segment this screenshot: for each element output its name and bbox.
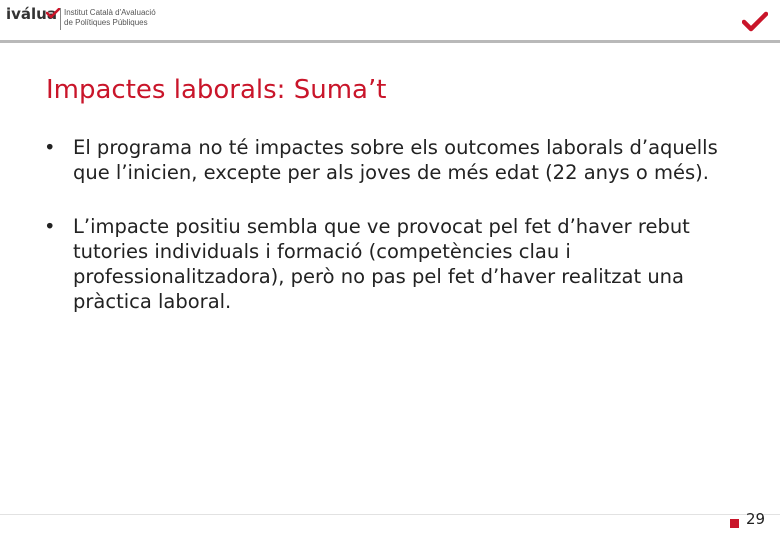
ivalua-logo-text: iválua <box>6 5 57 23</box>
institute-name-line1: Institut Català d'Avaluació <box>64 8 156 17</box>
bullet-text: El programa no té impactes sobre els outcomes laborals d’aquells que l’inicien, excepte per als joves de més edat (22 anys o més). <box>73 136 718 184</box>
bullet-list <box>44 135 744 314</box>
header-divider <box>0 40 780 43</box>
footer-accent-square <box>730 519 739 528</box>
logo-divider <box>60 8 61 30</box>
footer-divider <box>0 514 780 515</box>
page-number: 29 <box>746 510 766 528</box>
bullet-item <box>44 135 744 185</box>
bullet-text: L’impacte positiu sembla que ve provocat pel fet d’haver rebut tutories individuals i formació (competències clau i professionalitzadora), però no pas pel fet d’haver realitzat una pràctica laboral. <box>73 215 690 313</box>
bullet-dot: • <box>44 215 56 238</box>
institute-name <box>64 8 194 28</box>
bullet-item <box>44 214 744 314</box>
slide-title: Impactes laborals: Suma’t <box>46 75 387 105</box>
institute-name-line2: de Polítiques Públiques <box>64 18 148 27</box>
checkmark-brand-icon <box>742 11 768 33</box>
bullet-dot: • <box>44 136 56 159</box>
checkmark-logo-icon <box>46 8 60 19</box>
slide-header <box>0 0 780 46</box>
